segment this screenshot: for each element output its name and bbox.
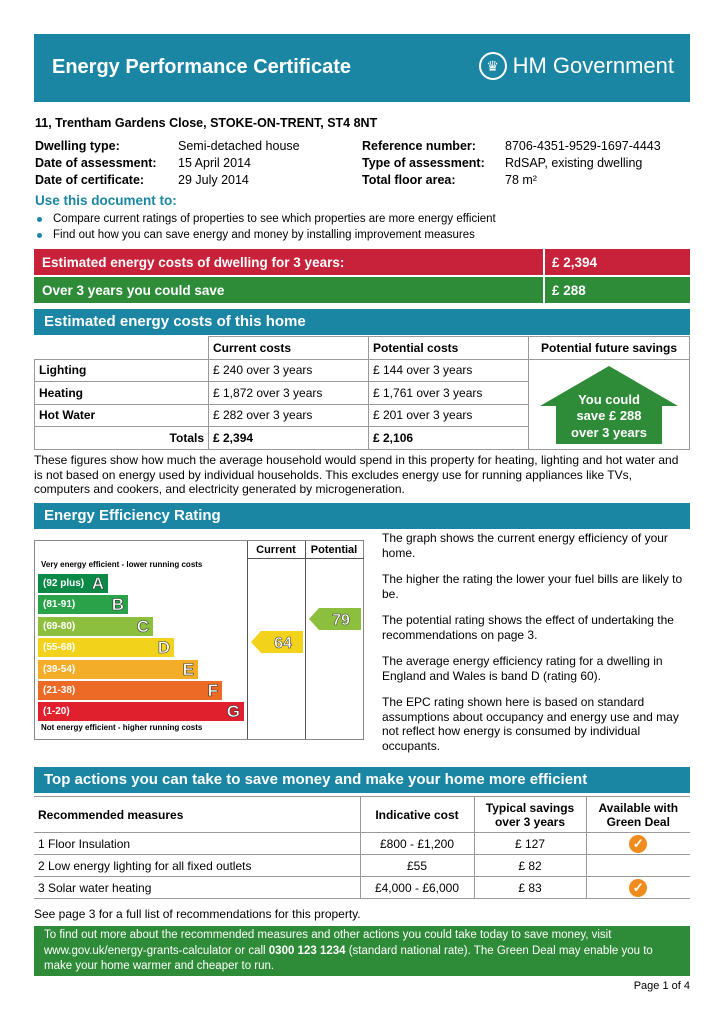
cell-potential: £ 201 over 3 years — [369, 404, 529, 427]
current-column-label: Current — [256, 544, 296, 556]
page-number: Page 1 of 4 — [633, 980, 690, 992]
royal-crest-icon: ♛ — [479, 52, 507, 80]
savings-arrow-line: over 3 years — [571, 425, 647, 440]
eer-paragraph: The potential rating shows the effect of undertaking the recommendations on page 3. — [382, 613, 674, 642]
estimated-costs-value: £ 2,394 — [552, 255, 598, 270]
detail-label: Reference number: — [362, 139, 476, 153]
detail-value: 29 July 2014 — [178, 173, 249, 187]
estimated-costs-bar — [34, 249, 690, 275]
advice-text: To find out more about the recommended measures and other actions you could take today to save money, visit www.gov.uk/energy-grants-calculator or call — [44, 929, 612, 957]
col-potential-savings: Potential future savings — [529, 337, 690, 360]
band-letter: B — [111, 595, 124, 615]
eer-paragraph: The EPC rating shown here is based on standard assumptions about occupancy and energy use and may not reflect how energy is consumed by individual occupants. — [382, 695, 679, 753]
band-letter: F — [207, 681, 218, 700]
col-measures: Recommended measures — [34, 797, 360, 833]
section-title: Energy Efficiency Rating — [44, 507, 221, 524]
chart-divider — [247, 541, 248, 739]
green-deal-check-icon: ✓ — [629, 879, 647, 897]
detail-label: Type of assessment: — [362, 156, 485, 170]
measure-name: 2 Low energy lighting for all fixed outlets — [34, 855, 360, 877]
cell-potential: £ 144 over 3 years — [369, 359, 529, 382]
measure-cost: £800 - £1,200 — [360, 833, 474, 855]
certificate-header — [34, 34, 690, 102]
col-potential-costs: Potential costs — [369, 337, 529, 360]
detail-value: 78 m² — [505, 173, 537, 187]
band-range: (92 plus) — [43, 578, 85, 589]
use-document-list — [35, 212, 496, 243]
rating-band-f — [38, 681, 222, 700]
measure-name: 3 Solar water heating — [34, 877, 360, 899]
band-letter: G — [226, 702, 240, 722]
estimated-costs-label: Estimated energy costs of dwelling for 3 years: — [42, 255, 345, 270]
band-range: (1-20) — [43, 706, 70, 718]
potential-rating-value: 79 — [332, 612, 350, 629]
savings-arrow-line: save £ 288 — [576, 408, 642, 423]
bar-divider — [543, 249, 545, 275]
eer-paragraph: The higher the rating the lower your fuel bills are likely to be. — [382, 572, 683, 601]
detail-label: Total floor area: — [362, 173, 456, 187]
savings-label: Over 3 years you could save — [42, 283, 225, 298]
rating-band-d — [38, 638, 174, 657]
measure-saving: £ 83 — [474, 877, 586, 899]
table-row — [34, 833, 690, 855]
bottom-efficiency-note: Not energy efficient - higher running costs — [41, 723, 203, 732]
brand-name: HM Government — [512, 53, 674, 78]
top-efficiency-note: Very energy efficient - lower running costs — [41, 560, 203, 569]
band-range: (69-80) — [43, 620, 76, 632]
section-header-actions — [34, 767, 690, 793]
advice-footer — [34, 926, 690, 976]
rating-band-a — [38, 574, 108, 593]
table-row — [34, 855, 690, 877]
rating-band-e — [38, 660, 198, 679]
band-letter: C — [136, 616, 149, 636]
detail-value: 8706-4351-9529-1697-4443 — [505, 139, 661, 153]
savings-arrow — [540, 366, 678, 444]
advice-text: (standard national rate). The Green Deal may enable you to make your home warmer and cheaper to run. — [44, 944, 653, 972]
band-letter: A — [91, 574, 104, 593]
section-title: Top actions you can take to save money and make your home more efficient — [44, 771, 588, 788]
savings-bar — [34, 277, 690, 303]
cell-current: £ 1,872 over 3 years — [209, 382, 369, 405]
col-indicative-cost: Indicative cost — [360, 797, 474, 833]
measure-saving: £ 82 — [474, 855, 586, 877]
band-range: (39-54) — [43, 663, 76, 675]
list-item: Find out how you can save energy and money by installing improvement measures — [35, 228, 496, 244]
cell-potential: £ 1,761 over 3 years — [369, 382, 529, 405]
chart-divider — [247, 558, 364, 559]
green-deal-cell — [586, 877, 690, 899]
col-green-deal: Available with Green Deal — [586, 797, 690, 833]
green-deal-cell — [586, 833, 690, 855]
green-deal-cell — [586, 855, 690, 877]
page-title: Energy Performance Certificate — [52, 56, 352, 78]
potential-column-label: Potential — [310, 544, 358, 556]
savings-arrow-line: You could — [578, 392, 640, 407]
measure-cost: £55 — [360, 855, 474, 877]
band-letter: E — [182, 659, 194, 679]
list-item: Compare current ratings of properties to see which properties are more energy efficient — [35, 212, 496, 228]
measure-cost: £4,000 - £6,000 — [360, 877, 474, 899]
detail-label: Dwelling type: — [35, 139, 120, 153]
energy-rating-chart — [34, 540, 364, 740]
property-address: 11, Trentham Gardens Close, STOKE-ON-TRENT, ST4 8NT — [35, 116, 378, 130]
eer-paragraph: The average energy efficiency rating for a dwelling in England and Wales is band D (rating 60). — [382, 654, 663, 683]
detail-value: RdSAP, existing dwelling — [505, 156, 643, 170]
detail-value: 15 April 2014 — [178, 156, 251, 170]
rating-band-c — [38, 617, 153, 636]
recommendations-table — [34, 796, 690, 899]
advice-phone: 0300 123 1234 — [268, 944, 346, 957]
measure-saving: £ 127 — [474, 833, 586, 855]
band-range: (55-68) — [43, 642, 76, 654]
section-title: Estimated energy costs of this home — [44, 313, 306, 330]
totals-potential: £ 2,106 — [369, 427, 529, 450]
row-label: Hot Water — [35, 404, 209, 427]
band-range: (81-91) — [43, 599, 76, 611]
green-deal-check-icon: ✓ — [629, 835, 647, 853]
section-header-eer — [34, 503, 690, 529]
band-letter: D — [157, 638, 170, 658]
totals-current: £ 2,394 — [209, 427, 369, 450]
savings-value: £ 288 — [552, 283, 586, 298]
section-header-costs — [34, 309, 690, 335]
cell-current: £ 282 over 3 years — [209, 404, 369, 427]
bar-divider — [543, 277, 545, 303]
eer-explanation — [382, 531, 690, 753]
detail-value: Semi-detached house — [178, 139, 300, 153]
table-row — [34, 877, 690, 899]
col-current-costs: Current costs — [209, 337, 369, 360]
row-label: Heating — [35, 382, 209, 405]
totals-label: Totals — [35, 427, 209, 450]
chart-divider — [305, 541, 306, 739]
potential-rating-pointer — [309, 608, 361, 630]
hm-government-logo — [479, 52, 674, 80]
band-range: (21-38) — [43, 685, 76, 696]
costs-explanation: These figures show how much the average household would spend in this property for heating, lighting and hot water and is not based on energy used by individual households. This excludes energy use for running appliances like TVs, computers and cookers, and electricity generated by microgeneration. — [34, 453, 679, 496]
use-document-heading: Use this document to: — [35, 193, 177, 208]
current-rating-value: 64 — [274, 635, 292, 652]
detail-label: Date of certificate: — [35, 173, 145, 187]
eer-paragraph: The graph shows the current energy efficiency of your home. — [382, 531, 668, 560]
measure-name: 1 Floor Insulation — [34, 833, 360, 855]
detail-label: Date of assessment: — [35, 156, 157, 170]
see-page-note: See page 3 for a full list of recommendations for this property. — [34, 907, 361, 921]
col-typical-savings: Typical savings over 3 years — [474, 797, 586, 833]
current-rating-pointer — [251, 631, 303, 653]
rating-band-g — [38, 702, 244, 721]
row-label: Lighting — [35, 359, 209, 382]
cell-current: £ 240 over 3 years — [209, 359, 369, 382]
rating-band-b — [38, 595, 128, 614]
